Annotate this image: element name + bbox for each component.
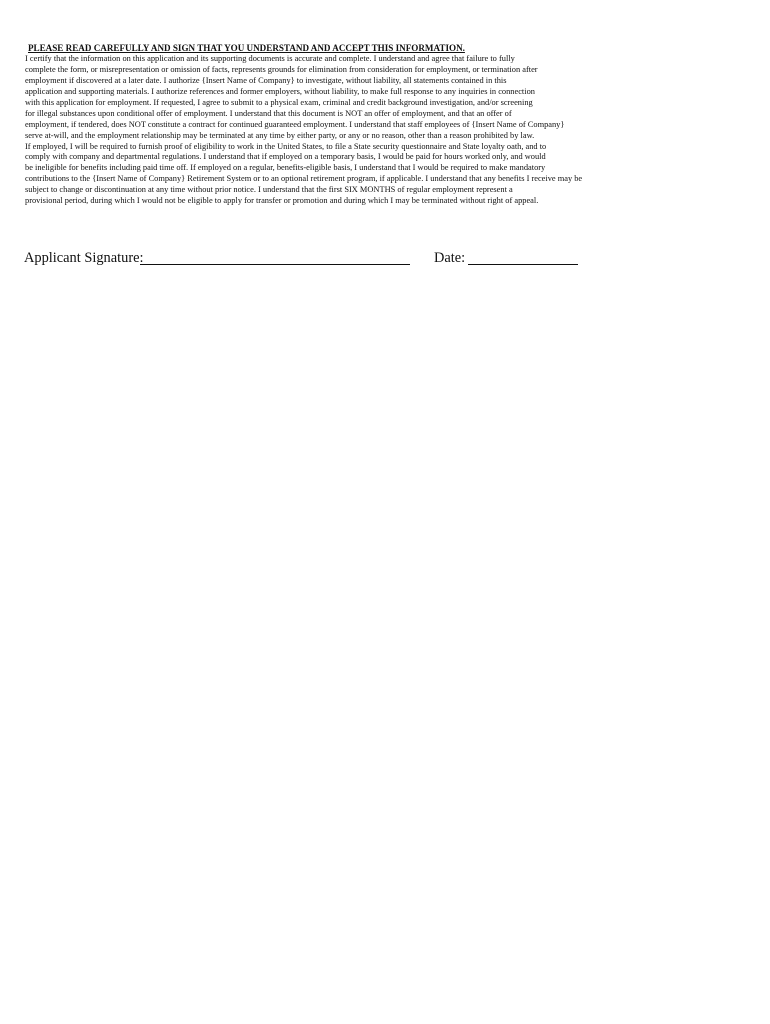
paragraph-line: subject to change or discontinuation at any time without prior notice. I understand that the first SIX MONTHS of regular employment represent a [25, 185, 513, 195]
paragraph-line: be ineligible for benefits including paid time off. If employed on a regular, benefits-eligible basis, I understand that I would be required to make mandatory [25, 163, 546, 173]
applicant-signature-field[interactable] [140, 264, 410, 265]
document-heading: PLEASE READ CAREFULLY AND SIGN THAT YOU UNDERSTAND AND ACCEPT THIS INFORMATION. [28, 43, 465, 53]
date-field[interactable] [468, 264, 578, 265]
paragraph-line: complete the form, or misrepresentation or omission of facts, represents grounds for elimination from consideration for employment, or termination after [25, 64, 538, 74]
paragraph-line: provisional period, during which I would not be eligible to apply for transfer or promotion and during which I may be terminated without right of appeal. [25, 196, 539, 206]
paragraph-line: I certify that the information on this application and its supporting documents is accurate and complete. I understand and agree that failure to fully [25, 54, 515, 63]
paragraph-line: If employed, I will be required to furnish proof of eligibility to work in the United States, to file a State security questionnaire and State loyalty oath, and to [25, 141, 547, 151]
paragraph-line: comply with company and departmental regulations. I understand that if employed on a temporary basis, I would be paid for hours worked only, and would [25, 152, 546, 162]
date-label: Date: [434, 250, 466, 266]
applicant-signature-label: Applicant Signature: [24, 250, 144, 266]
paragraph-line: for illegal substances upon conditional offer of employment. I understand that this document is NOT an offer of employment, and that an offer of [25, 108, 512, 118]
paragraph-line: application and supporting materials. I authorize references and former employers, without liability, to make full response to any inquiries in connection [25, 86, 535, 96]
signature-row [24, 249, 624, 269]
paragraph-line: employment, if tendered, does NOT constitute a contract for continued guaranteed employment. I understand that staff employees of {Insert Name of Company} [25, 119, 565, 129]
certification-paragraph [25, 54, 725, 207]
paragraph-line: with this application for employment. If requested, I agree to submit to a physical exam, criminal and credit background investigation, and/or screening [25, 97, 533, 107]
paragraph-line: serve at-will, and the employment relationship may be terminated at any time by either party, or any or no reason, other than a reason prohibited by law. [25, 130, 535, 140]
paragraph-line: employment if discovered at a later date. I authorize {Insert Name of Company} to investigate, without liability, all statements contained in this [25, 75, 507, 85]
paragraph-line: contributions to the {Insert Name of Company} Retirement System or to an optional retirement program, if applicable. I understand that any benefits I receive may be [25, 174, 583, 184]
